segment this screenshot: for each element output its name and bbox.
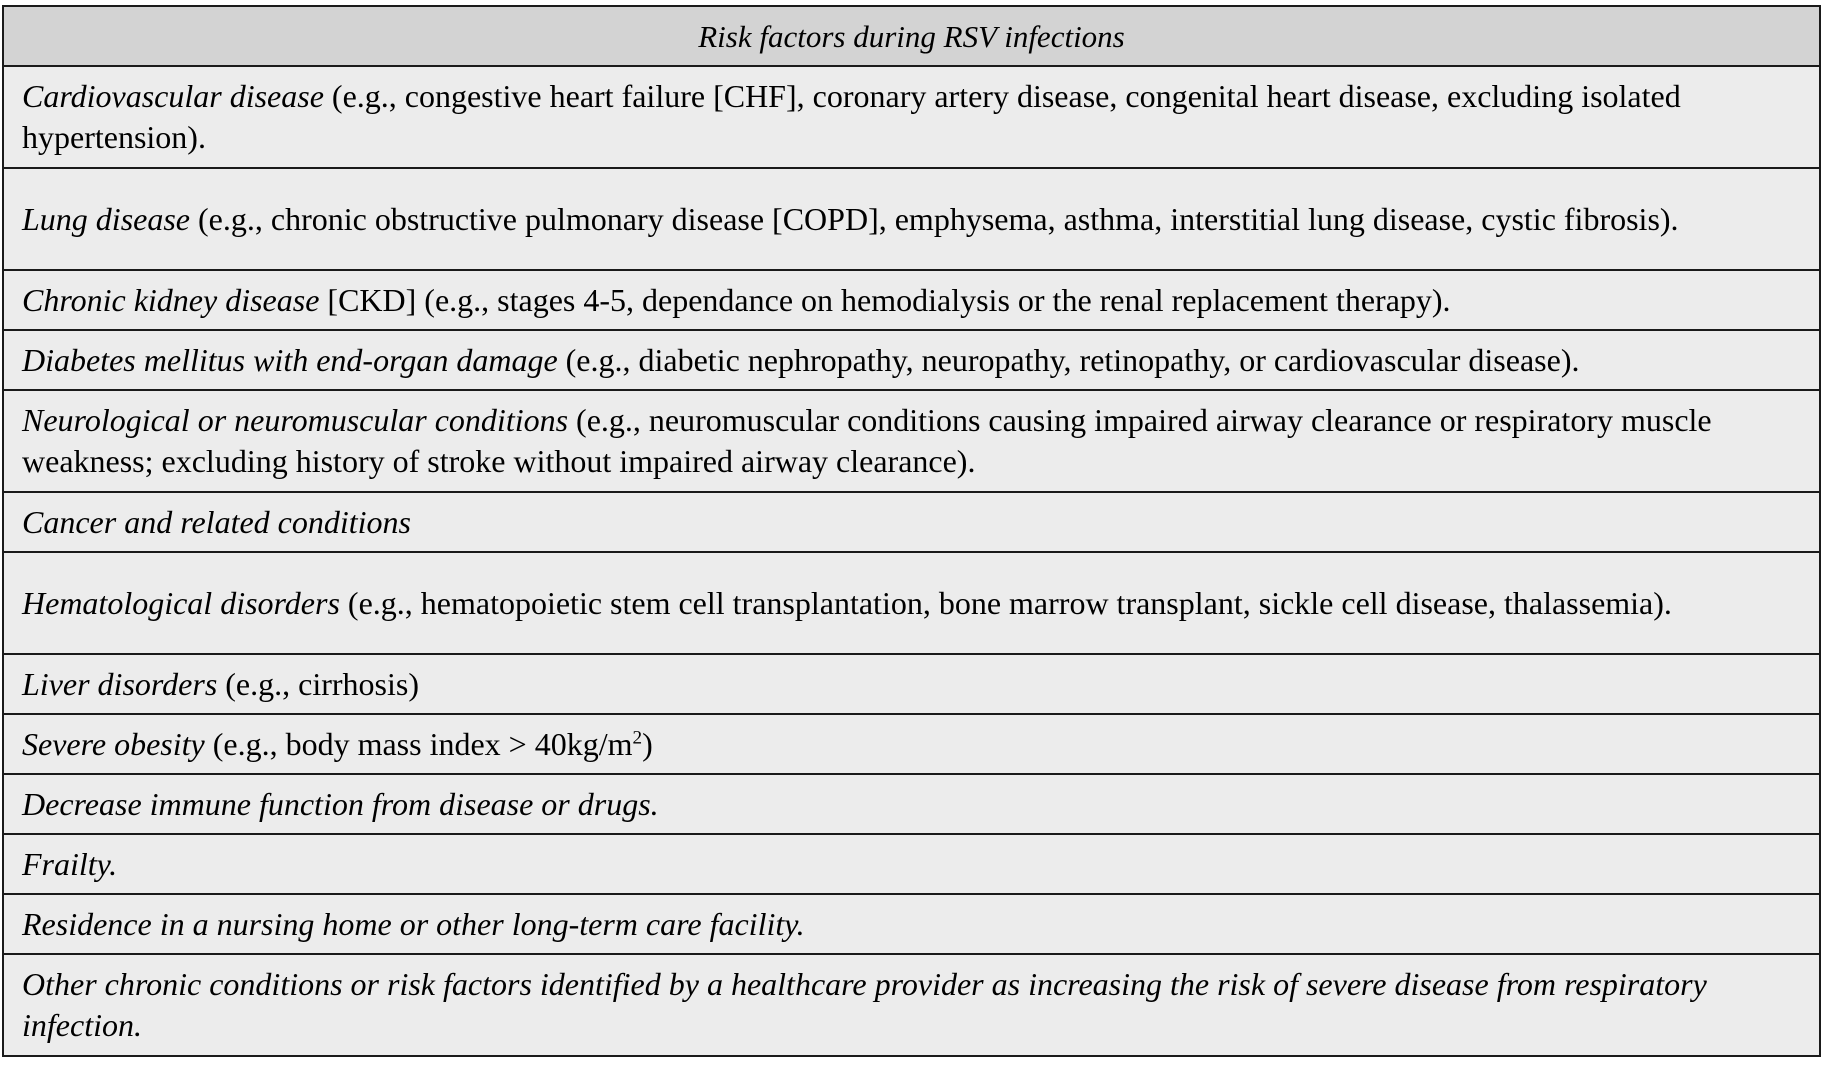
row-term: Chronic kidney disease bbox=[22, 281, 320, 318]
table-row bbox=[4, 389, 1819, 491]
row-term: Cancer and related conditions bbox=[22, 503, 411, 540]
row-term: Lung disease bbox=[22, 200, 190, 237]
row-term: Other chronic conditions or risk factors identified by a healthcare provider as increasing the risk of severe disease from respiratory infection. bbox=[22, 966, 1707, 1043]
table-row bbox=[4, 269, 1819, 329]
table-row bbox=[4, 551, 1819, 653]
row-desc: (e.g., hematopoietic stem cell transplantation, bone marrow transplant, sickle cell disease, thalassemia). bbox=[339, 584, 1672, 621]
row-text bbox=[22, 583, 1672, 624]
table-row bbox=[4, 65, 1819, 167]
row-desc: [CKD] (e.g., stages 4-5, dependance on hemodialysis or the renal replacement therapy). bbox=[319, 281, 1451, 318]
row-term: Liver disorders bbox=[22, 665, 218, 702]
table-row bbox=[4, 833, 1819, 893]
row-desc: (e.g., chronic obstructive pulmonary disease [COPD], emphysema, asthma, interstitial lung disease, cystic fibrosis). bbox=[190, 200, 1679, 237]
risk-factors-table bbox=[2, 5, 1821, 1057]
row-text bbox=[22, 784, 659, 825]
row-text bbox=[22, 76, 1801, 158]
row-desc-superscript: 2 bbox=[632, 726, 643, 748]
table-row bbox=[4, 953, 1819, 1055]
row-text bbox=[22, 400, 1801, 482]
row-text bbox=[22, 502, 411, 543]
row-desc: (e.g., diabetic nephropathy, neuropathy, retinopathy, or cardiovascular disease). bbox=[557, 341, 1580, 378]
table-row bbox=[4, 491, 1819, 551]
row-text bbox=[22, 340, 1579, 381]
row-term: Frailty. bbox=[22, 845, 118, 882]
row-desc: (e.g., cirrhosis) bbox=[217, 665, 419, 702]
table-header bbox=[4, 7, 1819, 65]
row-term: Diabetes mellitus with end-organ damage bbox=[22, 341, 558, 378]
row-text bbox=[22, 664, 419, 705]
table-row bbox=[4, 167, 1819, 269]
table-row bbox=[4, 653, 1819, 713]
row-term: Severe obesity bbox=[22, 725, 205, 762]
row-term: Residence in a nursing home or other long-term care facility. bbox=[22, 905, 805, 942]
row-term: Hematological disorders bbox=[22, 584, 340, 621]
row-desc: (e.g., congestive heart failure [CHF], coronary artery disease, congenital heart disease, excluding isolated hypertension). bbox=[22, 78, 1681, 155]
row-desc-end: ) bbox=[642, 725, 653, 762]
row-term: Decrease immune function from disease or drugs. bbox=[22, 785, 659, 822]
row-term: Cardiovascular disease bbox=[22, 78, 324, 114]
row-text bbox=[22, 844, 117, 885]
table-header-title: Risk factors during RSV infections bbox=[698, 18, 1125, 54]
table-row bbox=[4, 773, 1819, 833]
row-text bbox=[22, 964, 1801, 1046]
row-text bbox=[22, 280, 1451, 321]
table-row bbox=[4, 713, 1819, 773]
row-text bbox=[22, 724, 653, 765]
row-desc: (e.g., body mass index > 40kg/m bbox=[204, 725, 633, 762]
row-term: Neurological or neuromuscular conditions bbox=[22, 402, 569, 438]
row-desc: (e.g., neuromuscular conditions causing impaired airway clearance or respiratory muscle weakness; excluding history of stroke without impaired airway clearance). bbox=[22, 402, 1712, 479]
row-text bbox=[22, 904, 805, 945]
table-row bbox=[4, 329, 1819, 389]
table-row bbox=[4, 893, 1819, 953]
row-text bbox=[22, 199, 1679, 240]
